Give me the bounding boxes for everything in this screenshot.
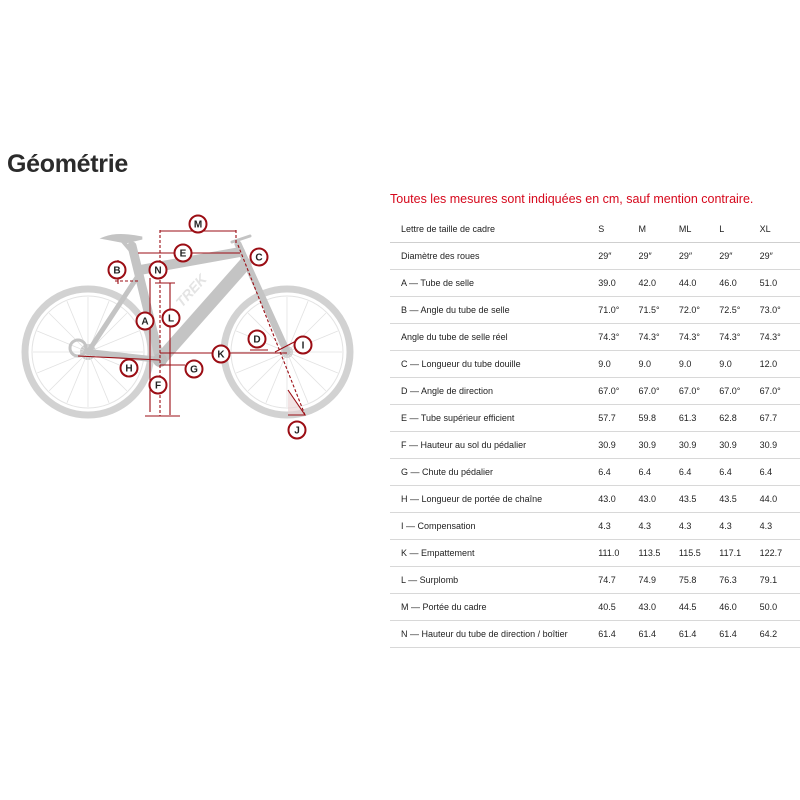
row-value: 9.0 xyxy=(719,351,759,378)
row-value: 6.4 xyxy=(679,459,719,486)
row-value: 29″ xyxy=(639,243,679,270)
row-value: 6.4 xyxy=(760,459,800,486)
header-size-s: S xyxy=(598,216,638,243)
row-value: 115.5 xyxy=(679,540,719,567)
row-value: 29″ xyxy=(679,243,719,270)
row-value: 6.4 xyxy=(598,459,638,486)
row-value: 62.8 xyxy=(719,405,759,432)
row-value: 46.0 xyxy=(719,594,759,621)
table-row xyxy=(390,621,800,648)
row-value: 67.0° xyxy=(679,378,719,405)
row-value: 30.9 xyxy=(598,432,638,459)
marker-c xyxy=(251,249,268,266)
marker-b xyxy=(109,262,126,279)
row-label: I — Compensation xyxy=(390,513,598,540)
row-value: 73.0° xyxy=(760,297,800,324)
bike-geometry-diagram xyxy=(0,200,380,450)
row-value: 79.1 xyxy=(760,567,800,594)
row-label: K — Empattement xyxy=(390,540,598,567)
row-value: 42.0 xyxy=(639,270,679,297)
row-label: D — Angle de direction xyxy=(390,378,598,405)
measurement-markers xyxy=(109,216,312,439)
table-row xyxy=(390,567,800,594)
row-value: 61.4 xyxy=(719,621,759,648)
header-size-l: L xyxy=(719,216,759,243)
row-label: G — Chute du pédalier xyxy=(390,459,598,486)
row-value: 61.4 xyxy=(679,621,719,648)
table-row xyxy=(390,405,800,432)
row-label: B — Angle du tube de selle xyxy=(390,297,598,324)
marker-e xyxy=(175,245,192,262)
marker-j xyxy=(289,422,306,439)
row-value: 40.5 xyxy=(598,594,638,621)
row-value: 4.3 xyxy=(639,513,679,540)
row-value: 12.0 xyxy=(760,351,800,378)
row-value: 44.0 xyxy=(679,270,719,297)
row-value: 113.5 xyxy=(639,540,679,567)
marker-f xyxy=(150,377,167,394)
spoke xyxy=(248,352,287,391)
marker-label: B xyxy=(113,265,121,277)
table-header-row xyxy=(390,216,800,243)
marker-label: N xyxy=(154,265,162,277)
row-value: 9.0 xyxy=(639,351,679,378)
marker-label: A xyxy=(141,316,149,328)
row-value: 6.4 xyxy=(639,459,679,486)
row-value: 30.9 xyxy=(639,432,679,459)
row-value: 64.2 xyxy=(760,621,800,648)
row-value: 59.8 xyxy=(639,405,679,432)
row-value: 43.0 xyxy=(639,486,679,513)
marker-label: F xyxy=(154,380,162,392)
table-row xyxy=(390,459,800,486)
row-value: 74.9 xyxy=(639,567,679,594)
table-row xyxy=(390,270,800,297)
row-value: 9.0 xyxy=(598,351,638,378)
row-value: 61.3 xyxy=(679,405,719,432)
row-value: 117.1 xyxy=(719,540,759,567)
row-value: 4.3 xyxy=(719,513,759,540)
marker-label: J xyxy=(294,425,300,437)
row-value: 29″ xyxy=(760,243,800,270)
table-row xyxy=(390,432,800,459)
row-value: 61.4 xyxy=(598,621,638,648)
row-value: 74.3° xyxy=(760,324,800,351)
row-value: 74.7 xyxy=(598,567,638,594)
row-value: 74.3° xyxy=(719,324,759,351)
row-value: 111.0 xyxy=(598,540,638,567)
row-label: L — Surplomb xyxy=(390,567,598,594)
row-value: 122.7 xyxy=(760,540,800,567)
row-value: 74.3° xyxy=(639,324,679,351)
row-label: N — Hauteur du tube de direction / boîtier xyxy=(390,621,598,648)
row-value: 4.3 xyxy=(760,513,800,540)
marker-label: K xyxy=(217,349,225,361)
marker-label: I xyxy=(301,340,305,352)
marker-g xyxy=(186,361,203,378)
row-value: 39.0 xyxy=(598,270,638,297)
spoke xyxy=(49,352,88,391)
row-value: 6.4 xyxy=(719,459,759,486)
row-value: 61.4 xyxy=(639,621,679,648)
row-value: 29″ xyxy=(598,243,638,270)
row-value: 67.0° xyxy=(639,378,679,405)
row-value: 71.0° xyxy=(598,297,638,324)
marker-label: M xyxy=(193,219,203,231)
row-value: 67.0° xyxy=(598,378,638,405)
table-row xyxy=(390,594,800,621)
row-value: 43.0 xyxy=(639,594,679,621)
row-value: 57.7 xyxy=(598,405,638,432)
header-label: Lettre de taille de cadre xyxy=(390,216,598,243)
row-value: 72.0° xyxy=(679,297,719,324)
page-title: Géométrie xyxy=(7,150,128,178)
row-value: 44.5 xyxy=(679,594,719,621)
row-value: 76.3 xyxy=(719,567,759,594)
row-label: H — Longueur de portée de chaîne xyxy=(390,486,598,513)
row-value: 71.5° xyxy=(639,297,679,324)
row-value: 50.0 xyxy=(760,594,800,621)
row-label: A — Tube de selle xyxy=(390,270,598,297)
header-size-m: M xyxy=(639,216,679,243)
row-value: 4.3 xyxy=(598,513,638,540)
row-value: 29″ xyxy=(719,243,759,270)
row-value: 43.5 xyxy=(679,486,719,513)
row-value: 46.0 xyxy=(719,270,759,297)
row-value: 51.0 xyxy=(760,270,800,297)
row-label: F — Hauteur au sol du pédalier xyxy=(390,432,598,459)
row-value: 75.8 xyxy=(679,567,719,594)
marker-h xyxy=(121,360,138,377)
marker-m xyxy=(190,216,207,233)
row-label: Diamètre des roues xyxy=(390,243,598,270)
marker-label: E xyxy=(179,248,187,260)
marker-label: L xyxy=(167,313,175,325)
spoke xyxy=(49,313,88,352)
row-value: 30.9 xyxy=(719,432,759,459)
table-row xyxy=(390,540,800,567)
row-label: E — Tube supérieur efficient xyxy=(390,405,598,432)
row-value: 67.7 xyxy=(760,405,800,432)
marker-label: D xyxy=(253,334,261,346)
row-value: 4.3 xyxy=(679,513,719,540)
table-row xyxy=(390,324,800,351)
brand-logo: TREK xyxy=(172,270,210,311)
row-value: 67.0° xyxy=(719,378,759,405)
table-row xyxy=(390,513,800,540)
table-row xyxy=(390,486,800,513)
marker-k xyxy=(213,346,230,363)
row-label: M — Portée du cadre xyxy=(390,594,598,621)
row-value: 44.0 xyxy=(760,486,800,513)
row-value: 43.0 xyxy=(598,486,638,513)
table-body xyxy=(390,243,800,648)
row-value: 9.0 xyxy=(679,351,719,378)
marker-l xyxy=(163,310,180,327)
marker-label: H xyxy=(125,363,133,375)
marker-a xyxy=(137,313,154,330)
header-size-xl: XL xyxy=(760,216,800,243)
row-value: 43.5 xyxy=(719,486,759,513)
table-row xyxy=(390,297,800,324)
row-value: 30.9 xyxy=(760,432,800,459)
marker-label: G xyxy=(190,364,198,376)
marker-d xyxy=(249,331,266,348)
geometry-table xyxy=(390,216,800,648)
row-value: 67.0° xyxy=(760,378,800,405)
marker-n xyxy=(150,262,167,279)
row-label: C — Longueur du tube douille xyxy=(390,351,598,378)
row-value: 30.9 xyxy=(679,432,719,459)
marker-label: C xyxy=(255,252,263,264)
table-row xyxy=(390,243,800,270)
table-row xyxy=(390,351,800,378)
row-value: 74.3° xyxy=(679,324,719,351)
row-value: 72.5° xyxy=(719,297,759,324)
units-note: Toutes les mesures sont indiquées en cm, sauf mention contraire. xyxy=(390,192,754,206)
table-row xyxy=(390,378,800,405)
header-size-ml: ML xyxy=(679,216,719,243)
row-value: 74.3° xyxy=(598,324,638,351)
row-label: Angle du tube de selle réel xyxy=(390,324,598,351)
marker-i xyxy=(295,337,312,354)
